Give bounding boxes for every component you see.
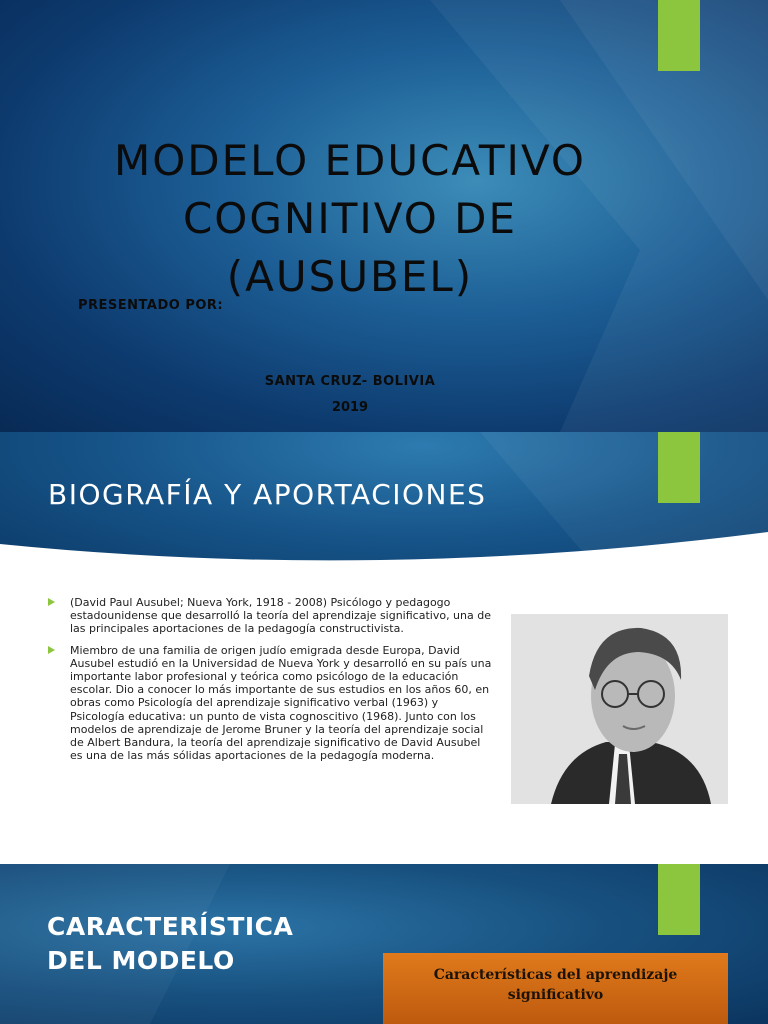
slide-characteristics	[0, 864, 768, 1024]
header-curve	[0, 532, 768, 592]
bullet-arrow-icon	[48, 598, 55, 606]
section-title-line: DEL MODELO	[47, 946, 235, 975]
characteristics-box	[383, 953, 728, 1024]
bullet-list	[46, 596, 496, 770]
location-text: SANTA CRUZ- BOLIVIA	[264, 374, 436, 389]
slide-title	[0, 0, 768, 432]
presented-by-label: PRESENTADO POR:	[78, 298, 224, 313]
year-text: 2019	[331, 400, 369, 415]
section-title-line: CARACTERÍSTICA	[47, 912, 294, 941]
accent-tab	[658, 864, 700, 935]
section-title: BIOGRAFÍA Y APORTACIONES	[48, 478, 487, 511]
portrait-photo	[511, 614, 728, 804]
list-item	[46, 644, 496, 763]
presentation-title: MODELO EDUCATIVO COGNITIVO DE (AUSUBEL)	[114, 136, 586, 301]
slide-biography	[0, 432, 768, 837]
box-title	[383, 965, 728, 1005]
accent-tab	[658, 432, 700, 503]
bullet-arrow-icon	[48, 646, 55, 654]
box-title-line: significativo	[507, 987, 604, 1003]
section-title	[47, 910, 293, 978]
bullet-text: (David Paul Ausubel; Nueva York, 1918 - 2008) Psicólogo y pedagogo estadounidense que desarrolló la teoría del aprendizaje significativo, una de las principales aportaciones de la pedagogía constructivista.	[70, 596, 491, 636]
bullet-text: Miembro de una familia de origen judío emigrada desde Europa, David Ausubel estudió en la Universidad de Nueva York y desarrolló en su país una importante labor profesional y teórica como psicólogo de la educación escolar. Dio a conocer lo más importante de sus estudios en los años 60, en obras como Psicología del aprendizaje significativo verbal (1963) y Psicología educativa: un punto de vista cognoscitivo (1968). Junto con los modelos de aprendizaje de Jerome Bruner y la teoría del aprendizaje social de Albert Bandura, la teoría del aprendizaje significativo de David Ausubel es una de las más sólidas aportaciones de la pedagogía moderna.	[70, 643, 492, 763]
box-title-line: Características del aprendizaje	[433, 967, 678, 983]
portrait-illustration	[511, 614, 728, 804]
slide-gap	[0, 837, 768, 864]
list-item	[46, 596, 496, 636]
accent-tab	[658, 0, 700, 71]
